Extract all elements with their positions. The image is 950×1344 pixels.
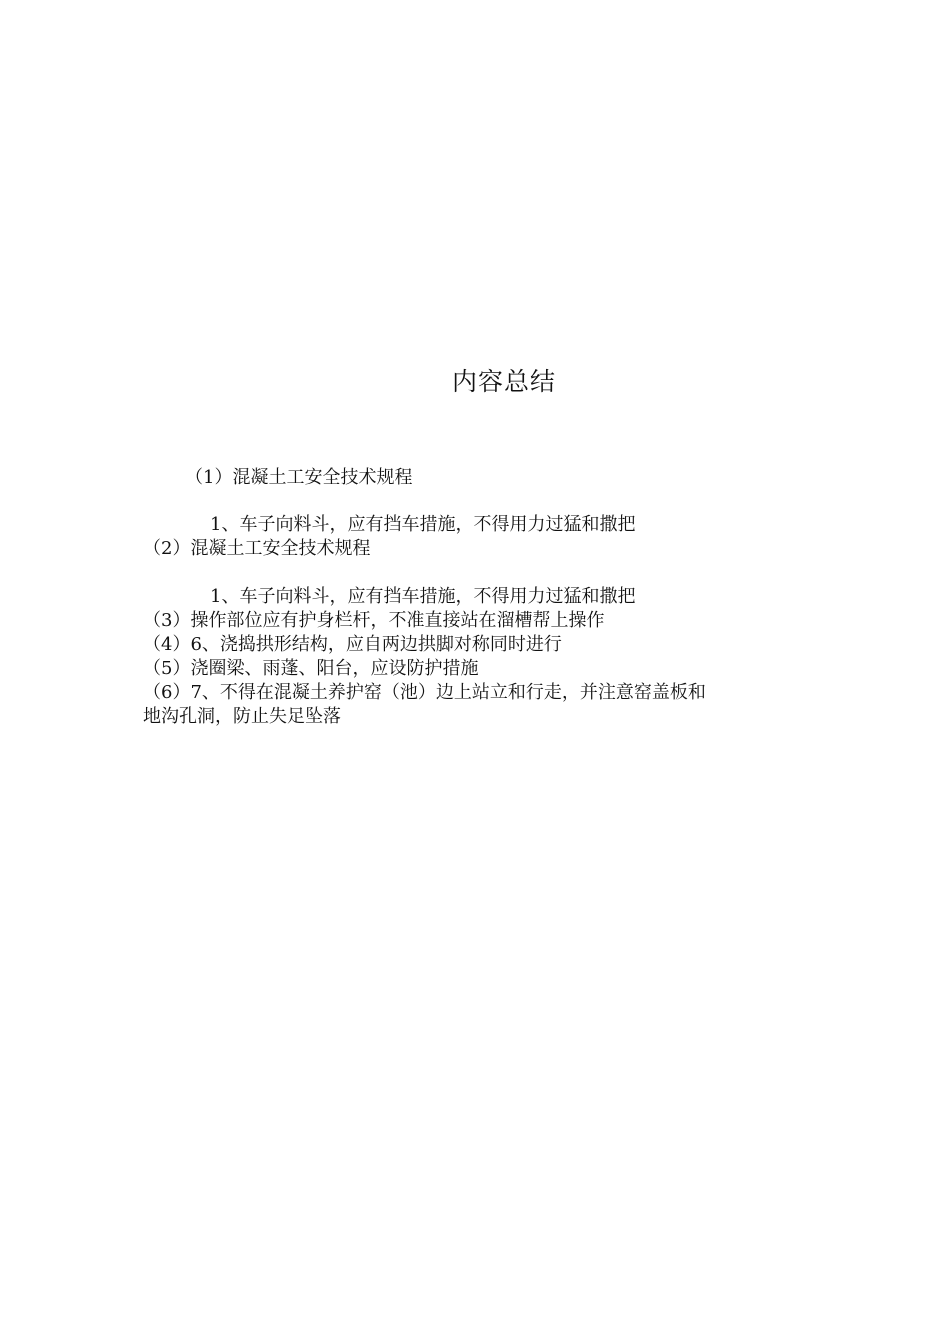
section-item-3: （3）操作部位应有护身栏杆，不准直接站在溜槽帮上操作 <box>143 610 605 631</box>
section-item-5: （5）浇圈梁、雨蓬、阳台，应设防护措施 <box>143 658 479 679</box>
section-item-6-continued: 地沟孔洞，防止失足坠落 <box>143 706 341 727</box>
section-item-2: 1、车子向料斗，应有挡车措施，不得用力过猛和撒把 <box>210 586 636 607</box>
section-heading-2: （2）混凝土工安全技术规程 <box>143 538 371 559</box>
section-item-4: （4）6、浇捣拱形结构，应自两边拱脚对称同时进行 <box>143 634 562 655</box>
page-title: 内容总结 <box>451 367 556 396</box>
section-heading-1: （1）混凝土工安全技术规程 <box>185 467 413 488</box>
section-item-1: 1、车子向料斗，应有挡车措施，不得用力过猛和撒把 <box>210 514 636 535</box>
section-item-6: （6）7、不得在混凝土养护窑（池）边上站立和行走，并注意窑盖板和 <box>143 682 706 703</box>
